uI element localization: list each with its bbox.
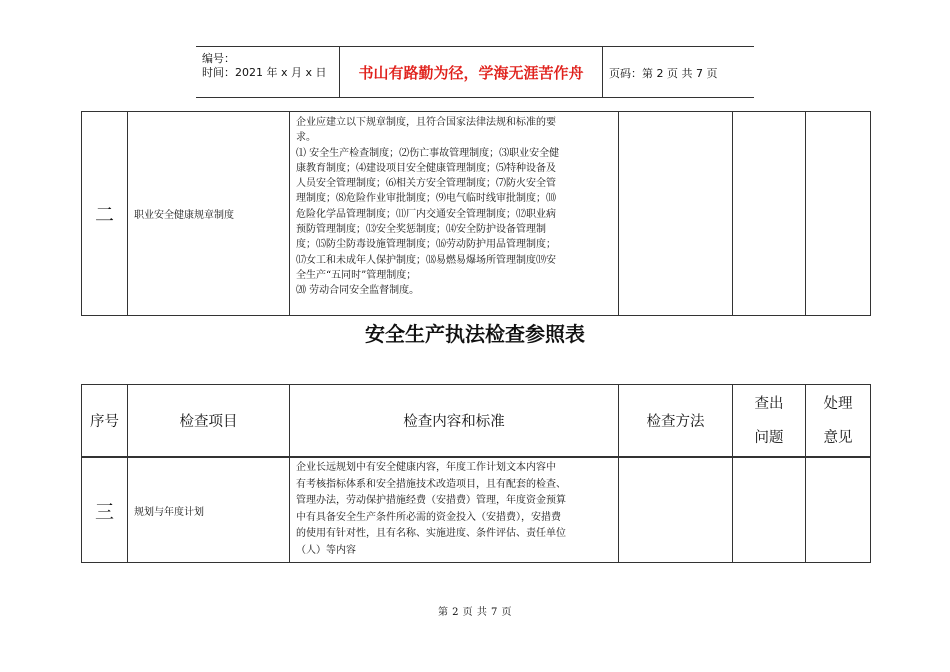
column-header-content: 检查内容和标准 [290, 385, 619, 457]
header-motto: 书山有路勤为径，学海无涯苦作舟 [339, 47, 603, 97]
row-content: 企业长远规划中有安全健康内容，年度工作计划文本内容中 有考核指标体系和安全措施技术改造项目，且有配套的检查、 管理办法，劳动保护措施经费（安措费）管理，年度资金预算 中有具备安全生产条件所必需的资金投入（安措费），安措费 的使用有针对性，且有名称、实施进度、条件评估、责任单位 （人）等内容 [290, 458, 619, 563]
row-opinion-cell [806, 458, 871, 563]
header-page-label: 页码：第 2 页 共 7 页 [609, 67, 718, 80]
header-row [82, 385, 871, 457]
column-header-seq: 序号 [82, 385, 128, 457]
document-number-label: 编号： [202, 52, 235, 65]
row-content: 企业应建立以下规章制度，且符合国家法律法规和标准的要 求。 ⑴ 安全生产检查制度；⑵伤亡事故管理制度；⑶职业安全健 康教育制度；⑷建设项目安全健康管理制度；⑸特种设备及 人员安全管理制度；⑹相关方安全管理制度；⑺防火安全管 理制度；⑻危险作业审批制度；⑼电气临时线审批制度；⑽ 危险化学品管理制度；⑾厂内交通安全管理制度；⑿职业病 预防管理制度；⒀安全奖惩制度；⒁安全防护设备管理制 度；⒂防尘防毒设施管理制度；⒃劳动防护用品管理制度； ⒄女工和未成年人保护制度；⒅易燃易爆场所管理制度⒆安 全生产“五同时”管理制度； ⒇ 劳动合同安全监督制度。 [290, 112, 619, 316]
row-number: 二 [82, 112, 128, 316]
column-header-item: 检查项目 [128, 385, 290, 457]
table-row [82, 112, 871, 316]
column-header-opinion-line2: 意见 [823, 429, 853, 446]
row-method-cell [619, 112, 733, 316]
document-time-label: 时间：2021 年 x 月 x 日 [202, 66, 327, 79]
row-issues-cell [733, 458, 806, 563]
page-header [196, 46, 754, 98]
reference-table-header [81, 384, 871, 457]
column-header-opinion [806, 385, 871, 457]
row-opinion-cell [806, 112, 871, 316]
page-footer: 第 2 页 共 7 页 [437, 607, 513, 618]
continued-table [81, 111, 871, 316]
column-header-issues-line1: 查出 [754, 395, 784, 412]
column-header-method: 检查方法 [619, 385, 733, 457]
row-method-cell [619, 458, 733, 563]
row-number: 三 [82, 458, 128, 563]
table-row [82, 458, 871, 563]
column-header-opinion-line1: 处理 [823, 395, 853, 412]
page-title: 安全生产执法检查参照表 [365, 322, 585, 346]
row-item: 职业安全健康规章制度 [128, 112, 290, 316]
reference-table-body [81, 457, 871, 563]
row-item: 规划与年度计划 [128, 458, 290, 563]
column-header-issues [733, 385, 806, 457]
row-issues-cell [733, 112, 806, 316]
column-header-issues-line2: 问题 [754, 429, 784, 446]
header-meta [202, 52, 327, 80]
